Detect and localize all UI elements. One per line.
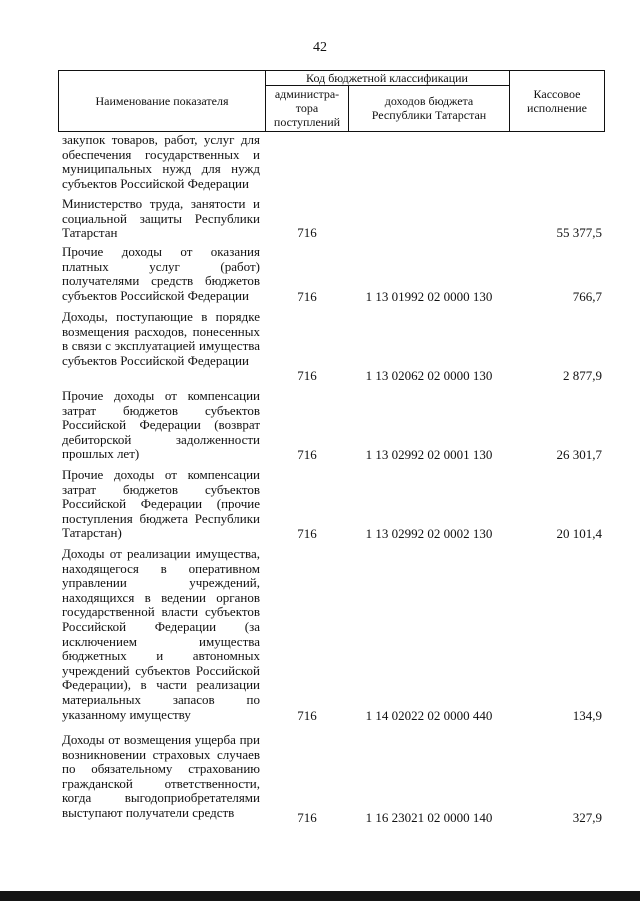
row-indicator-name: Доходы от реализации имущества, находящегося в оперативном управлении учреждений, находящихся в ведении органов государственной власти субъектов Российской Федерации (за исключением имущества бюджетных и автономных учреждений субъектов Российской Федерации), в части реализации материальных запасов по указанному имуществу — [62, 546, 260, 722]
header-left-border — [58, 70, 59, 132]
row-budget-code: 1 13 02992 02 0002 130 — [365, 526, 493, 541]
header-name-column: Наименование показателя — [95, 94, 229, 108]
row-amount: 55 377,5 — [556, 225, 602, 240]
row-amount: 327,9 — [572, 810, 602, 825]
header-admin-column: администра- тора поступлений — [273, 87, 341, 129]
row-admin-code: 716 — [297, 708, 317, 723]
header-group-underline — [265, 85, 509, 86]
row-admin-code: 716 — [297, 225, 317, 240]
row-indicator-name: Министерство труда, занятости и социальной защиты Республики Татарстан — [62, 196, 260, 241]
row-amount: 26 301,7 — [556, 447, 602, 462]
row-amount: 134,9 — [572, 708, 602, 723]
row-amount: 20 101,4 — [556, 526, 602, 541]
row-admin-code: 716 — [297, 447, 317, 462]
row-indicator-name: Прочие доходы от компенсации затрат бюджетов субъектов Российской Федерации (возврат дебиторской задолженности прошлых лет) — [62, 388, 260, 462]
row-budget-code: 1 13 02992 02 0001 130 — [365, 447, 493, 462]
row-indicator-name: Доходы, поступающие в порядке возмещения расходов, понесенных в связи с эксплуатацией имущества субъектов Российской Федерации — [62, 309, 260, 368]
row-amount: 766,7 — [572, 289, 602, 304]
row-indicator-name: Доходы от возмещения ущерба при возникновении страховых случаев по обязательному страхованию гражданской ответственности, когда выгодоприобретателями выступают получатели средств — [62, 732, 260, 820]
header-amount-column: Кассовое исполнение — [527, 87, 587, 115]
row-indicator-name: Прочие доходы от оказания платных услуг (работ) получателями средств бюджетов субъектов Российской Федерации — [62, 244, 260, 303]
row-admin-code: 716 — [297, 526, 317, 541]
row-indicator-name: закупок товаров, работ, услуг для обеспечения государственных и муниципальных нужд для нужд субъектов Российской Федерации — [62, 132, 260, 191]
row-admin-code: 716 — [297, 810, 317, 825]
row-budget-code: 1 16 23021 02 0000 140 — [365, 810, 493, 825]
header-income-column: доходов бюджета Республики Татарстан — [371, 94, 487, 122]
row-budget-code: 1 14 02022 02 0000 440 — [365, 708, 493, 723]
row-admin-code: 716 — [297, 368, 317, 383]
scan-bottom-edge — [0, 891, 640, 901]
row-indicator-name: Прочие доходы от компенсации затрат бюджетов субъектов Российской Федерации (прочие поступления бюджета Республики Татарстан) — [62, 467, 260, 541]
page-number: 42 — [313, 40, 327, 55]
row-budget-code: 1 13 02062 02 0000 130 — [365, 368, 493, 383]
header-right-border — [604, 70, 605, 132]
row-budget-code: 1 13 01992 02 0000 130 — [365, 289, 493, 304]
row-amount: 2 877,9 — [563, 368, 602, 383]
header-classification-group: Код бюджетной классификации — [306, 71, 468, 85]
row-admin-code: 716 — [297, 289, 317, 304]
